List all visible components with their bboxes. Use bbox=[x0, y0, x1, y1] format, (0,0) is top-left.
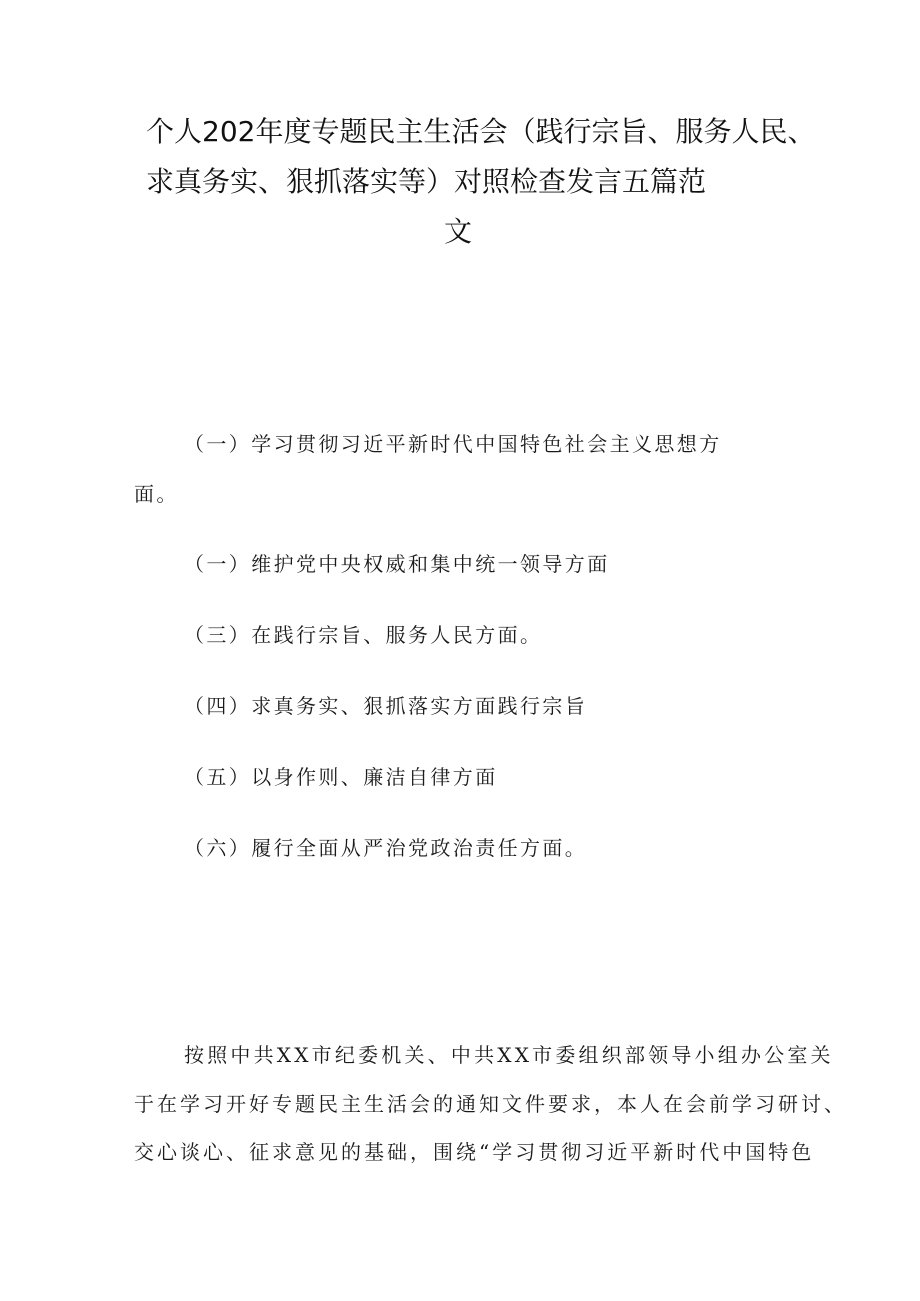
section-heading-3: （三）在践行宗旨、服务人民方面。 bbox=[184, 623, 543, 647]
section-heading-2: （一）维护党中央权威和集中统一领导方面 bbox=[184, 552, 610, 576]
document-title-line-2: 求真务实、狠抓落实等）对照检查发言五篇范 bbox=[146, 165, 707, 198]
section-heading-4: （四）求真务实、狠抓落实方面践行宗旨 bbox=[184, 694, 588, 718]
paragraph-line-1: 按照中共XX市纪委机关、中共XX市委组织部领导小组办公室关 bbox=[184, 1043, 834, 1067]
paragraph-line-2: 于在学习开好专题民主生活会的通知文件要求，本人在会前学习研讨、 bbox=[134, 1092, 847, 1116]
section-heading-5: （五）以身作则、廉洁自律方面 bbox=[184, 765, 498, 789]
section-heading-1: （一）学习贯彻习近平新时代中国特色社会主义思想方 bbox=[184, 432, 722, 456]
document-title-line-3: 文 bbox=[444, 215, 473, 248]
section-heading-1-continuation: 面。 bbox=[134, 482, 179, 506]
section-heading-6: （六）履行全面从严治党政治责任方面。 bbox=[184, 836, 588, 860]
paragraph-line-3: 交心谈心、征求意见的基础，围绕“学习贯彻习近平新时代中国特色 bbox=[134, 1140, 815, 1164]
document-title-line-1: 个人202年度专题民主生活会（践行宗旨、服务人民、 bbox=[146, 115, 816, 148]
